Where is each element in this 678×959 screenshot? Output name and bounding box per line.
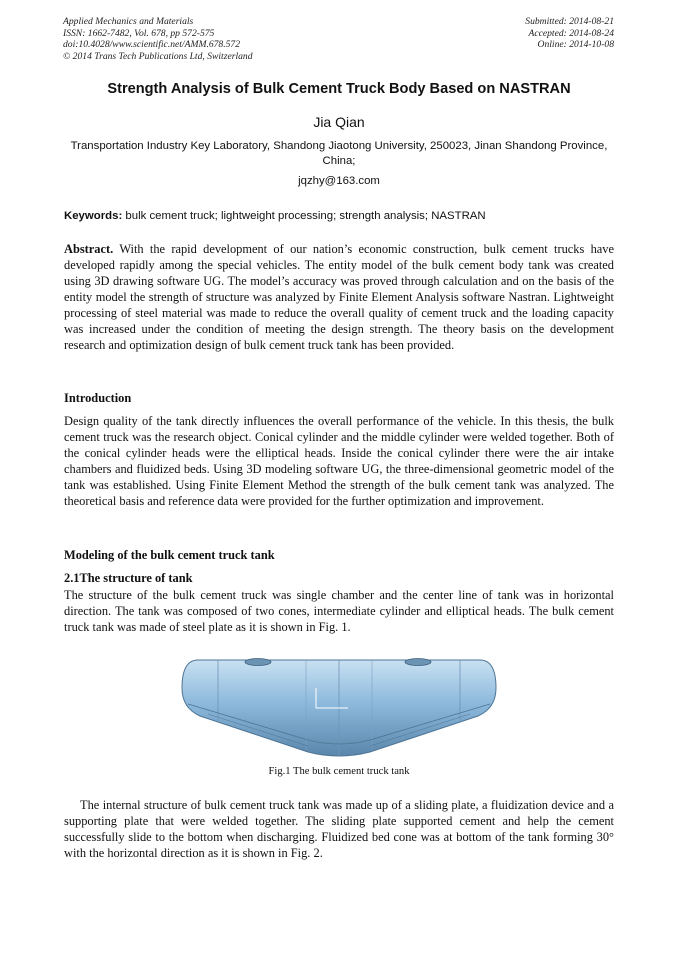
section-heading: Modeling of the bulk cement truck tank (64, 548, 275, 562)
figure-caption: Fig.1 The bulk cement truck tank (268, 766, 410, 777)
keywords-text: bulk cement truck; lightweight processing; strength analysis; NASTRAN (125, 210, 486, 222)
abstract-label: Abstract. (64, 242, 114, 256)
doi-line: doi:10.4028/www.scientific.net/AMM.678.572 (63, 39, 241, 50)
subsection-heading: 2.1The structure of tank (64, 571, 193, 585)
manhole-left (245, 659, 271, 666)
abstract-text: With the rapid development of our nation’s economic construction, bulk cement trucks have developed rapidly among the special vehicles. The entity model of the bulk cement body tank was created using 3D drawing software UG. The model’s accuracy was proved through calculation and on the basis of the entity model the strength of structure was analyzed by Finite Element Analysis software Nastran. Lightweight processing of steel material was made to reduce the overall quality of cement truck and the loading capacity was increased under the condition of meeting the design strength. The theory basis on the development research and optimization design of bulk cement truck tank has been provided. (64, 242, 614, 352)
keywords (64, 210, 614, 222)
tank-figure (178, 648, 500, 760)
dates-info (525, 16, 614, 51)
online-date: Online: 2014-10-08 (537, 39, 614, 50)
accepted-date: Accepted: 2014-08-24 (528, 27, 614, 39)
subsection-paragraph: The structure of the bulk cement truck was single chamber and the center line of tank was in horizontal direction. The tank was composed of two cones, intermediate cylinder and elliptical heads. The bulk cement truck tank was made of steel plate as it is shown in Fig. 1. (64, 588, 614, 634)
journal-name: Applied Mechanics and Materials (63, 16, 194, 27)
journal-info (63, 16, 253, 62)
affiliation: Transportation Industry Key Laboratory, Shandong Jiaotong University, 250023, Jinan Shandong Province, China; (70, 140, 608, 167)
intro-heading: Introduction (64, 391, 132, 405)
intro-paragraph: Design quality of the tank directly influences the overall performance of the vehicle. In this thesis, the bulk cement truck was the research object. Conical cylinder and the middle cylinder were welded together. Both of the conical cylinder heads were the elliptical heads. Inside the conical cylinder there were the air intake chambers and fluidized beds. Using 3D modeling software UG, the three-dimensional geometric model of the tank was established. Using Finite Element Method the strength of the bulk cement tank was analyzed. The theoretical basis and reference data were provided for the further optimization and improvement. (64, 414, 614, 508)
issn-line: ISSN: 1662-7482, Vol. 678, pp 572-575 (63, 27, 215, 39)
copyright-line: © 2014 Trans Tech Publications Ltd, Switzerland (63, 50, 253, 62)
structure-paragraph: The internal structure of bulk cement truck tank was made up of a sliding plate, a fluidization device and a supporting plate that were welded together. The sliding plate supported cement and help the cement successfully slide to the bottom when discharging. Fluidized bed cone was at bottom of the tank forming 30° with the horizontal direction as it is shown in Fig. 2. (64, 798, 614, 860)
keywords-label: Keywords: (64, 210, 123, 222)
abstract (64, 241, 614, 353)
paper-title: Strength Analysis of Bulk Cement Truck Body Based on NASTRAN (107, 81, 571, 97)
author-name: Jia Qian (313, 114, 365, 130)
manhole-right (405, 659, 431, 666)
submitted-date: Submitted: 2014-08-21 (525, 16, 614, 27)
author-email[interactable]: jqzhy@163.com (298, 175, 380, 187)
